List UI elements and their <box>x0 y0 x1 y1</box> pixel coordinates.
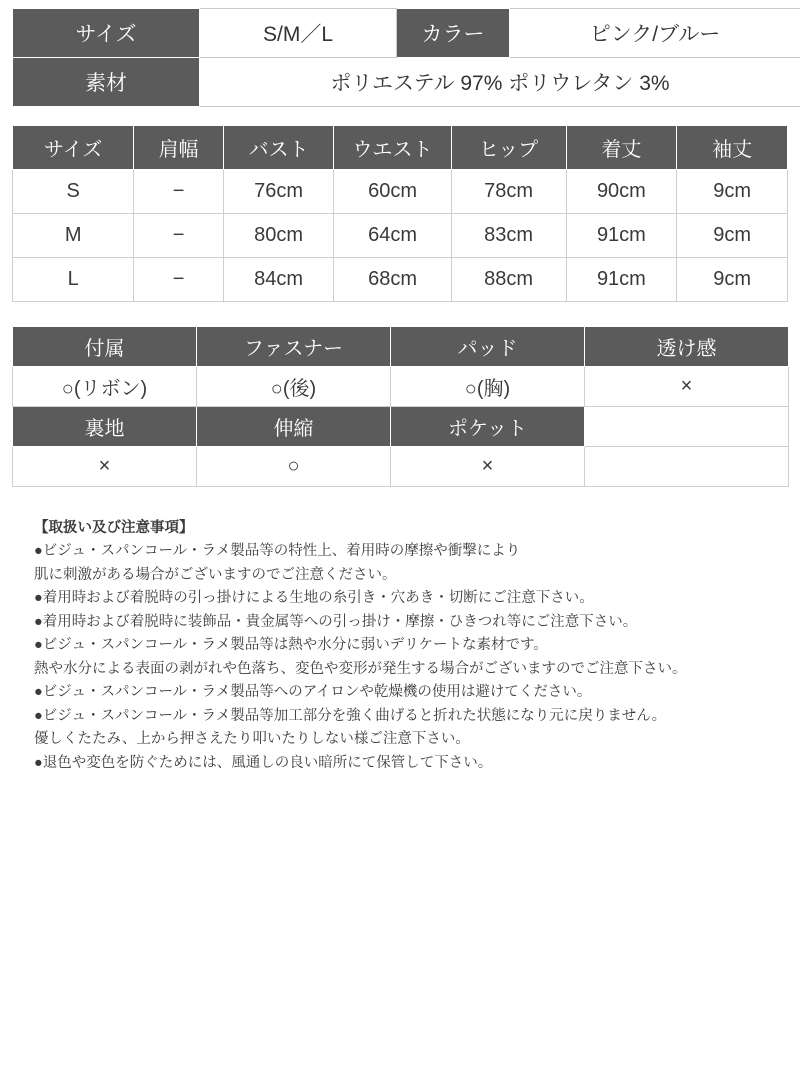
size-cell: 88cm <box>451 258 566 302</box>
spec-value-color: ピンク/ブルー <box>510 9 800 58</box>
table-row <box>13 447 789 487</box>
size-cell: M <box>13 214 134 258</box>
size-cell: − <box>134 258 223 302</box>
size-cell: 68cm <box>334 258 451 302</box>
size-cell: 78cm <box>451 170 566 214</box>
attr-value-lining: × <box>13 447 197 487</box>
attr-header-pad: パッド <box>391 327 585 367</box>
attr-value-zipper: ○(後) <box>197 367 391 407</box>
size-cell: 9cm <box>677 258 788 302</box>
size-cell: 9cm <box>677 214 788 258</box>
size-header-bust: バスト <box>223 126 334 170</box>
care-note-line: ●着用時および着脱時に装飾品・貴金属等への引っ掛け・摩擦・ひきつれ等にご注意下さい。 <box>34 613 638 630</box>
attr-empty-cell <box>585 407 789 447</box>
attr-header-pocket: ポケット <box>391 407 585 447</box>
spec-table <box>12 8 800 107</box>
size-header-length: 着丈 <box>566 126 677 170</box>
spec-value-material: ポリエステル 97% ポリウレタン 3% <box>200 58 800 107</box>
care-note-line: ●ビジュ・スパンコール・ラメ製品等へのアイロンや乾燥機の使用は避けてください。 <box>34 684 592 701</box>
table-row <box>13 214 788 258</box>
size-table-header-row <box>13 126 788 170</box>
size-cell: 76cm <box>223 170 334 214</box>
care-note-line: 肌に刺激がある場合がございますのでご注意ください。 <box>34 566 397 583</box>
size-cell: L <box>13 258 134 302</box>
care-note-line: ●退色や変色を防ぐためには、風通しの良い暗所にて保管して下さい。 <box>34 754 493 771</box>
attr-value-pocket: × <box>391 447 585 487</box>
table-row <box>13 9 800 58</box>
size-cell: 91cm <box>566 214 677 258</box>
spec-label-size: サイズ <box>13 9 200 58</box>
table-row <box>13 407 789 447</box>
size-cell: 64cm <box>334 214 451 258</box>
spec-label-color: カラー <box>397 9 510 58</box>
attr-header-zipper: ファスナー <box>197 327 391 367</box>
size-cell: 60cm <box>334 170 451 214</box>
care-note-line: 熱や水分による表面の剥がれや色落ち、変色や変形が発生する場合がございますのでご注意下さい。 <box>34 660 687 677</box>
attr-value-stretch: ○ <box>197 447 391 487</box>
size-cell: − <box>134 214 223 258</box>
attr-header-stretch: 伸縮 <box>197 407 391 447</box>
size-cell: 84cm <box>223 258 334 302</box>
table-row <box>13 327 789 367</box>
size-cell: S <box>13 170 134 214</box>
care-notes-title: 【取扱い及び注意事項】 <box>34 520 194 536</box>
attr-header-sheerness: 透け感 <box>585 327 789 367</box>
care-note-line: ●ビジュ・スパンコール・ラメ製品等は熱や水分に弱いデリケートな素材です。 <box>34 637 548 654</box>
attr-value-pad: ○(胸) <box>391 367 585 407</box>
size-cell: 91cm <box>566 258 677 302</box>
care-note-line: ●着用時および着脱時の引っ掛けによる生地の糸引き・穴あき・切断にご注意下さい。 <box>34 590 594 607</box>
size-cell: 83cm <box>451 214 566 258</box>
size-header-shoulder: 肩幅 <box>134 126 223 170</box>
care-notes <box>12 517 788 775</box>
size-header-size: サイズ <box>13 126 134 170</box>
size-header-hip: ヒップ <box>451 126 566 170</box>
table-row <box>13 58 800 107</box>
care-note-line: ●ビジュ・スパンコール・ラメ製品等の特性上、着用時の摩擦や衝撃により <box>34 543 521 560</box>
table-row <box>13 170 788 214</box>
size-cell: 80cm <box>223 214 334 258</box>
size-header-waist: ウエスト <box>334 126 451 170</box>
care-note-line: ●ビジュ・スパンコール・ラメ製品等加工部分を強く曲げると折れた状態になり元に戻りません。 <box>34 707 667 724</box>
size-header-sleeve: 袖丈 <box>677 126 788 170</box>
care-note-line: 優しくたたみ、上から押さえたり叩いたりしない様ご注意下さい。 <box>34 731 470 748</box>
attr-empty-cell <box>585 447 789 487</box>
table-row <box>13 258 788 302</box>
attr-value-accessory: ○(リボン) <box>13 367 197 407</box>
attr-header-lining: 裏地 <box>13 407 197 447</box>
spec-value-size: S/M／L <box>200 9 397 58</box>
attribute-table <box>12 326 789 487</box>
attr-value-sheerness: × <box>585 367 789 407</box>
table-row <box>13 367 789 407</box>
size-cell: 9cm <box>677 170 788 214</box>
attr-header-accessory: 付属 <box>13 327 197 367</box>
size-cell: − <box>134 170 223 214</box>
spec-label-material: 素材 <box>13 58 200 107</box>
size-cell: 90cm <box>566 170 677 214</box>
size-measurement-table <box>12 125 788 302</box>
